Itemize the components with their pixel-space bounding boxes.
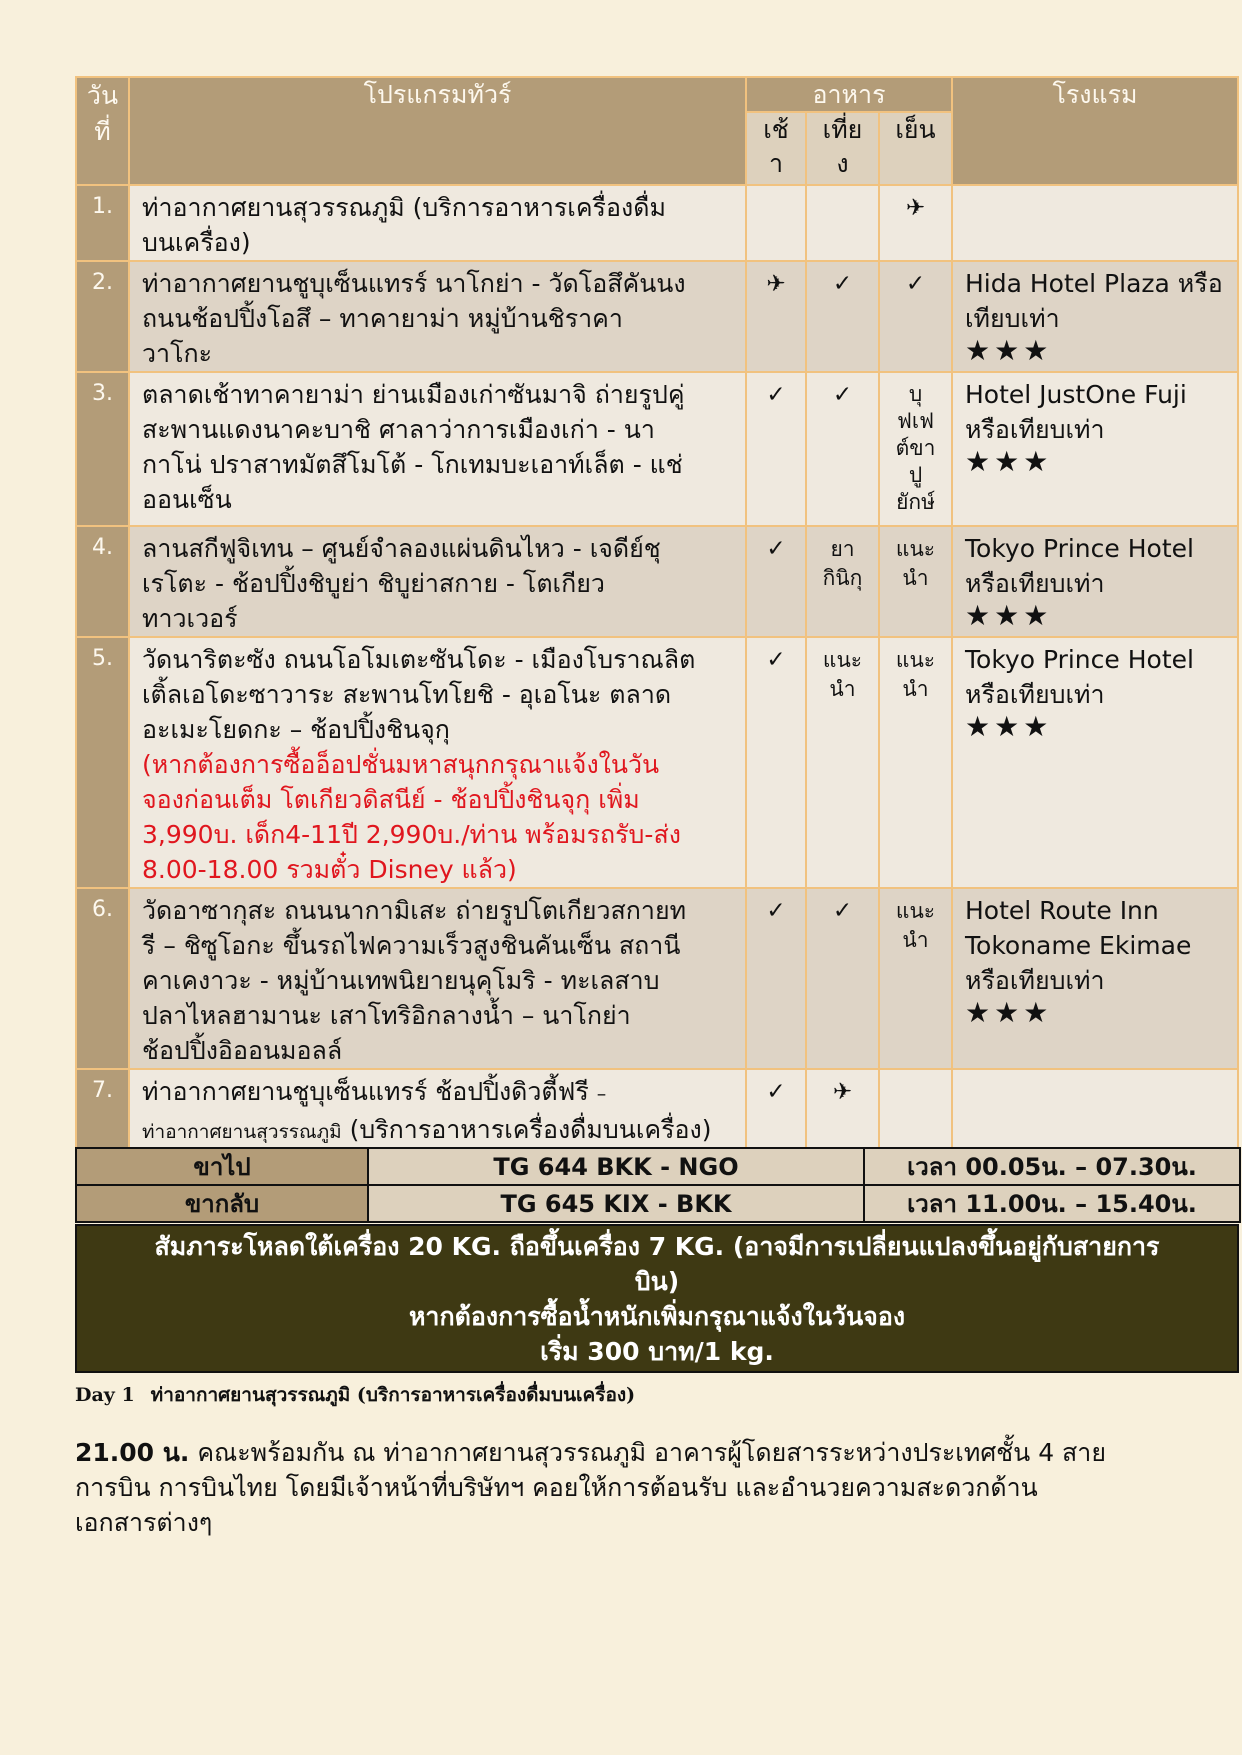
header-lunch: เที่ย ง	[806, 112, 879, 185]
flight-table	[75, 1147, 1241, 1223]
table-row	[76, 261, 1238, 372]
program-cell: ท่าอากาศยานสุวรรณภูมิ (บริการอาหารเครื่องดื่ม บนเครื่อง)	[129, 185, 746, 261]
program-cell: ตลาดเช้าทาคายาม่า ย่านเมืองเก่าซันมาจิ ถ่ายรูปคู่ สะพานแดงนาคะบาชิ ศาลาว่าการเมืองเก่า - นา กาโน่ ปราสาทมัตสึโมโต้ - โกเทมบะเอาท์เล็ต - แช่ ออนเซ็น	[129, 372, 746, 526]
hotel-cell	[952, 261, 1238, 372]
paragraph-text: คณะพร้อมกัน ณ ท่าอากาศยานสุวรรณภูมิ อาคารผู้โดยสารระหว่างประเทศชั้น 4 สาย การบิน การบินไทย โดยมีเจ้าหน้าที่บริษัทฯ คอยให้การต้อนรับ และอำนวยความสะดวกด้าน เอกสารต่างๆ	[75, 1438, 1106, 1537]
dinner-cell: แนะ นำ	[879, 888, 952, 1069]
day-number: 7.	[76, 1069, 129, 1151]
table-row	[76, 185, 1238, 261]
lunch-check-icon: ✓	[806, 372, 879, 526]
optional-note: (หากต้องการซื้ออ็อปชั่นมหาสนุกกรุณาแจ้งในวัน จองก่อนเต็ม โตเกียวดิสนีย์ - ช้อปปิ้งชินจุกุ เพิ่ม 3,990บ. เด็ก4-11ปี 2,990บ./ท่าน พร้อมรถรับ-ส่ง 8.00-18.00 รวมตั๋ว Disney แล้ว)	[142, 750, 681, 884]
hotel-cell	[952, 185, 1238, 261]
star-icon: ★★★	[965, 445, 1053, 478]
table-row	[76, 637, 1238, 888]
outbound-time: เวลา 00.05น. – 07.30น.	[864, 1148, 1240, 1185]
header-meals: อาหาร	[746, 77, 952, 112]
day-number: 6.	[76, 888, 129, 1069]
return-time: เวลา 11.00น. – 15.40น.	[864, 1185, 1240, 1222]
header-program: โปรแกรมทัวร์	[129, 77, 746, 185]
baggage-line-3: เริ่ม 300 บาท/1 kg.	[540, 1337, 774, 1366]
program-cell: วัดอาซากุสะ ถนนนากามิเสะ ถ่ายรูปโตเกียวสกายท รี – ชิซูโอกะ ขึ้นรถไฟความเร็วสูงชินคันเซ็น สถานี คาเคงาวะ - หมู่บ้านเทพนิยายนุคุโมริ - ทะเลสาบ ปลาไหลฮามานะ เสาโทริอิกลางน้ำ – นาโกย่า ช้อปปิ้งอิออนมอลล์	[129, 888, 746, 1069]
hotel-name: Hotel JustOne Fuji หรือเทียบเท่า	[965, 380, 1187, 444]
star-icon: ★★★	[965, 996, 1053, 1029]
hotel-cell	[952, 372, 1238, 526]
lunch-check-icon: ✓	[806, 261, 879, 372]
day-title: ท่าอากาศยานสุวรรณภูมิ (บริการอาหารเครื่องดื่มบนเครื่อง)	[150, 1384, 636, 1406]
lunch-check-icon: ✓	[806, 888, 879, 1069]
breakfast-airplane-icon: ✈	[746, 261, 806, 372]
header-dinner: เย็น	[879, 112, 952, 185]
header-breakfast: เช้ า	[746, 112, 806, 185]
itinerary-table	[75, 76, 1239, 1152]
breakfast-check-icon: ✓	[746, 888, 806, 1069]
dinner-cell: บุ ฟเฟ ต์ขา ปู ยักษ์	[879, 372, 952, 526]
day-number: 5.	[76, 637, 129, 888]
program-cell: ลานสกีฟูจิเทน – ศูนย์จำลองแผ่นดินไหว - เจดีย์ชุ เรโตะ - ช้อปปิ้งชิบูย่า ชิบูย่าสกาย - โตเกียว ทาวเวอร์	[129, 526, 746, 637]
star-icon: ★★★	[965, 599, 1053, 632]
hotel-cell	[952, 637, 1238, 888]
header-hotel: โรงแรม	[952, 77, 1238, 185]
day-number: 1.	[76, 185, 129, 261]
lunch-cell: ยา กินิกุ	[806, 526, 879, 637]
lunch-cell	[806, 185, 879, 261]
lunch-airplane-icon: ✈	[806, 1069, 879, 1151]
baggage-line-1: สัมภาระโหลดใต้เครื่อง 20 KG. ถือขึ้นเครื่อง 7 KG. (อาจมีการเปลี่ยนแปลงขึ้นอยู่กับสายการ บิน)	[154, 1232, 1160, 1296]
star-icon: ★★★	[965, 334, 1053, 367]
return-flight: TG 645 KIX - BKK	[368, 1185, 864, 1222]
day-number: 2.	[76, 261, 129, 372]
hotel-cell	[952, 526, 1238, 637]
program-text: วัดนาริตะซัง ถนนโอโมเตะซันโดะ - เมืองโบราณลิต เติ้ลเอโดะซาวาระ สะพานโทโยชิ - อุเอโนะ ตลาด อะเมะโยดกะ – ช้อปปิ้งชินจุกุ	[142, 645, 696, 744]
hotel-cell	[952, 1069, 1238, 1151]
hotel-name: Hotel Route Inn Tokoname Ekimae หรือเทียบเท่า	[965, 896, 1192, 995]
flight-row-outbound	[76, 1148, 1240, 1185]
breakfast-check-icon: ✓	[746, 1069, 806, 1151]
program-cell: ท่าอากาศยานชูบุเซ็นแทรร์ นาโกย่า - วัดโอสึคันนง ถนนช้อปปิ้งโอสึ – ทาคายาม่า หมู่บ้านชิราคา วาโกะ	[129, 261, 746, 372]
table-row	[76, 372, 1238, 526]
dinner-airplane-icon: ✈	[879, 185, 952, 261]
outbound-flight: TG 644 BKK - NGO	[368, 1148, 864, 1185]
header-day: วัน ที่	[76, 77, 129, 185]
breakfast-check-icon: ✓	[746, 637, 806, 888]
baggage-info	[75, 1224, 1239, 1373]
hotel-name: Tokyo Prince Hotel หรือเทียบเท่า	[965, 534, 1194, 598]
table-row	[76, 888, 1238, 1069]
hotel-name: Tokyo Prince Hotel หรือเทียบเท่า	[965, 645, 1194, 709]
day-number: 3.	[76, 372, 129, 526]
flight-row-return	[76, 1185, 1240, 1222]
breakfast-check-icon: ✓	[746, 372, 806, 526]
day-number: 4.	[76, 526, 129, 637]
lunch-cell: แนะ นำ	[806, 637, 879, 888]
table-row	[76, 1069, 1238, 1151]
hotel-name: Hida Hotel Plaza หรือ เทียบเท่า	[965, 269, 1223, 333]
program-cell	[129, 1069, 746, 1151]
dinner-check-icon: ✓	[879, 261, 952, 372]
hotel-cell	[952, 888, 1238, 1069]
table-row	[76, 526, 1238, 637]
breakfast-check-icon: ✓	[746, 526, 806, 637]
program-line-1: ท่าอากาศยานชูบุเซ็นแทรร์ ช้อปปิ้งดิวตี้ฟรี –	[142, 1077, 607, 1106]
dinner-cell	[879, 1069, 952, 1151]
dinner-cell: แนะ นำ	[879, 526, 952, 637]
dinner-cell: แนะ นำ	[879, 637, 952, 888]
baggage-line-2: หากต้องการซื้อน้ำหนักเพิ่มกรุณาแจ้งในวันจอง	[408, 1302, 906, 1331]
program-line-2: ท่าอากาศยานสุวรรณภูมิ (บริการอาหารเครื่องดื่มบนเครื่อง)	[142, 1115, 712, 1144]
day-heading	[75, 1380, 635, 1410]
return-label: ขากลับ	[76, 1185, 368, 1222]
star-icon: ★★★	[965, 710, 1053, 743]
day-label: Day 1	[75, 1384, 135, 1406]
program-cell	[129, 637, 746, 888]
outbound-label: ขาไป	[76, 1148, 368, 1185]
day-paragraph	[75, 1435, 1185, 1540]
breakfast-cell	[746, 185, 806, 261]
paragraph-time: 21.00 น.	[75, 1438, 190, 1467]
